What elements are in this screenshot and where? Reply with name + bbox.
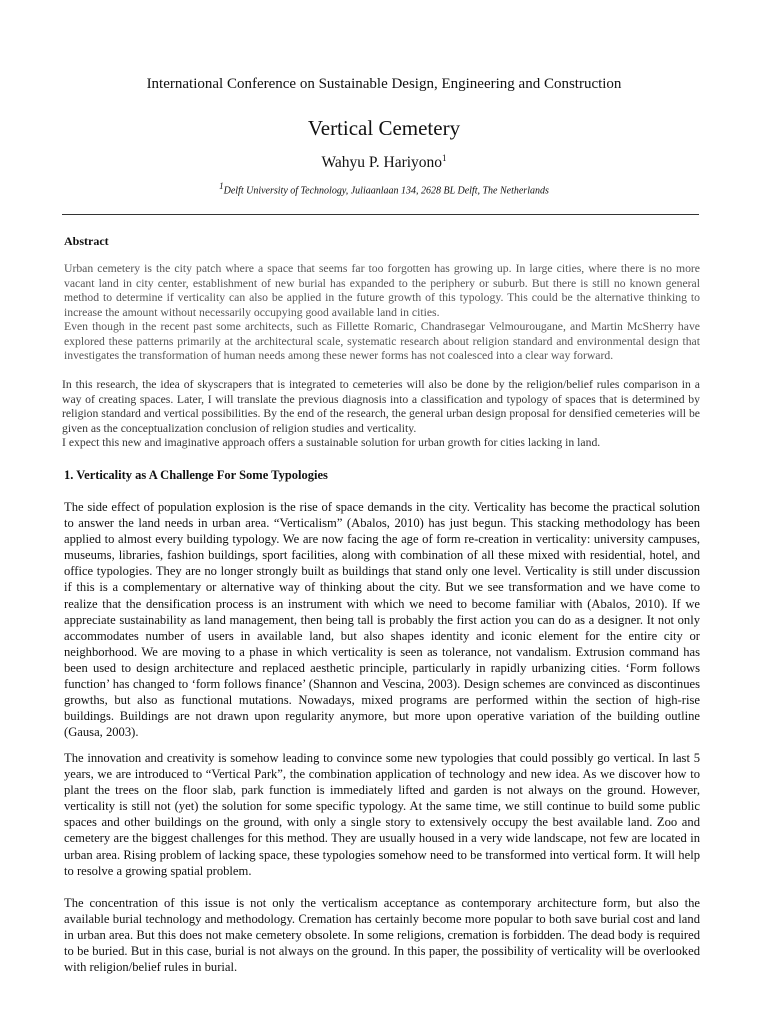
abstract-paragraph-4: I expect this new and imaginative approach offers a sustainable solution for urban growth for cities lacking in land. bbox=[62, 436, 601, 449]
paper-title: Vertical Cemetery bbox=[307, 116, 461, 140]
author-superscript: 1 bbox=[442, 153, 447, 163]
abstract-paragraph-1: Urban cemetery is the city patch where a space that seems far too forgotten has growing up. In large cities, where there is no more vacant land in city center, establishment of new burial has expanded to the periphery or suburb. But there is still no known general method to determine if verticality can also be applied in the future growth of this typology. This could be the alternative thinking to increase the amount without necessarily occupying good available land in cities. bbox=[64, 262, 700, 319]
affiliation-text: Delft University of Technology, Juliaanlaan 134, 2628 BL Delft, The Netherlands bbox=[223, 185, 549, 197]
affiliation-superscript: 1 bbox=[219, 181, 224, 191]
body-paragraph-2-text: The innovation and creativity is somehow leading to convince some new typologies that could possibly go vertical. In last 5 years, we are introduced to “Vertical Park”, the combination application of technology and new idea. As we discover how to plant the trees on the floor slab, park function is immediately lifted and garden is not always on the ground. However, verticality is still not (yet) the solution for some specific typology. At the same time, we still continue to build some public spaces and other buildings on the ground, with only a single story to extensively occupy the best available land. Zoo and cemetery are the biggest challenges for this method. They are usually housed in a very wide landscape, not few are located in urban area. Rising problem of lacking space, these typologies somehow need to be transformed into vertical form. It will help to resolve a growing spatial problem. bbox=[64, 751, 700, 878]
body-paragraph-2 bbox=[64, 750, 700, 879]
abstract-block-2 bbox=[62, 378, 700, 451]
author-line bbox=[0, 153, 768, 172]
abstract-paragraph-3: In this research, the idea of skyscrapers that is integrated to cemeteries will also be done by the religion/belief rules comparison in a way of creating spaces. Later, I will translate the previous diagnosis into a classification and typology of spaces that is determined by religion standard and vertical possibilities. By the end of the research, the general urban design proposal for densified cemeteries will be given as the conceptualization conclusion of religion studies and verticality. bbox=[62, 378, 700, 435]
author-name: Wahyu P. Hariyono bbox=[321, 154, 443, 172]
header-divider bbox=[62, 214, 699, 215]
body-paragraph-1-text: The side effect of population explosion is the rise of space demands in the city. Verticality has become the practical solution to answer the land needs in urban area. “Verticalism” (Abalos, 2010) has just begun. This stacking methodology has been applied to almost every building typology. We are now facing the age of form re-creation in verticality: university campuses, museums, libraries, fashion buildings, sport facilities, along with combination of all these mixed with residential, hotel, and office typologies. They are no longer strongly built as buildings that stand only one level. Verticality is still under discussion if this is a complementary or alternative way of thinking about the city. But we see transformation and we have come to realize that the densification process is an instrument with which we need to become familiar with (Abalos, 2010). If we appreciate sustainability as land management, then being tall is probably the first action you can do as a designer. It not only accommodates number of users in available land, but also shapes identity and iconic element for the entire city or neighborhood. We are moving to a phase in which verticality is seen as tolerance, not vandalism. Extrusion command has been used to design architecture and replaced aesthetic principle, particularly in rapidly urbanizing cities. ‘Form follows function’ has changed to ‘form follows finance’ (Shannon and Vescina, 2003). Design schemes are convinced as discontinues growths, but also as functional mutations. Nowadays, mixed programs are performed within the section of high-rise buildings. Buildings are not drawn upon regularity anymore, but more upon operative variation of the building outline (Gausa, 2003). bbox=[64, 500, 700, 740]
affiliation-line bbox=[0, 181, 768, 196]
conference-name: International Conference on Sustainable Design, Engineering and Construction bbox=[146, 76, 622, 92]
body-paragraph-3 bbox=[64, 895, 700, 975]
abstract-block-1 bbox=[64, 262, 700, 364]
body-paragraph-1 bbox=[64, 499, 700, 740]
abstract-paragraph-2: Even though in the recent past some architects, such as Fillette Romaric, Chandrasegar Velmourougane, and Martin McSherry have explored these patterns primarily at the architectural scale, systematic research about religion standard and environmental design that investigates the transformation of human needs among these newer forms has not coalesced into a clear way forward. bbox=[64, 320, 700, 362]
abstract-heading: Abstract bbox=[64, 234, 109, 248]
body-paragraph-3-text: The concentration of this issue is not only the verticalism acceptance as contemporary architecture form, but also the available burial technology and methodology. Cremation has certainly become more popular to both save burial cost and land in urban area. But this does not make cemetery obsolete. In some religions, cremation is forbidden. The dead body is required to be buried. But in this case, burial is not always on the ground. In this paper, the possibility of verticality will be overlooked with religion/belief rules in burial. bbox=[64, 896, 700, 975]
section-heading: 1. Verticality as A Challenge For Some Typologies bbox=[64, 468, 328, 482]
